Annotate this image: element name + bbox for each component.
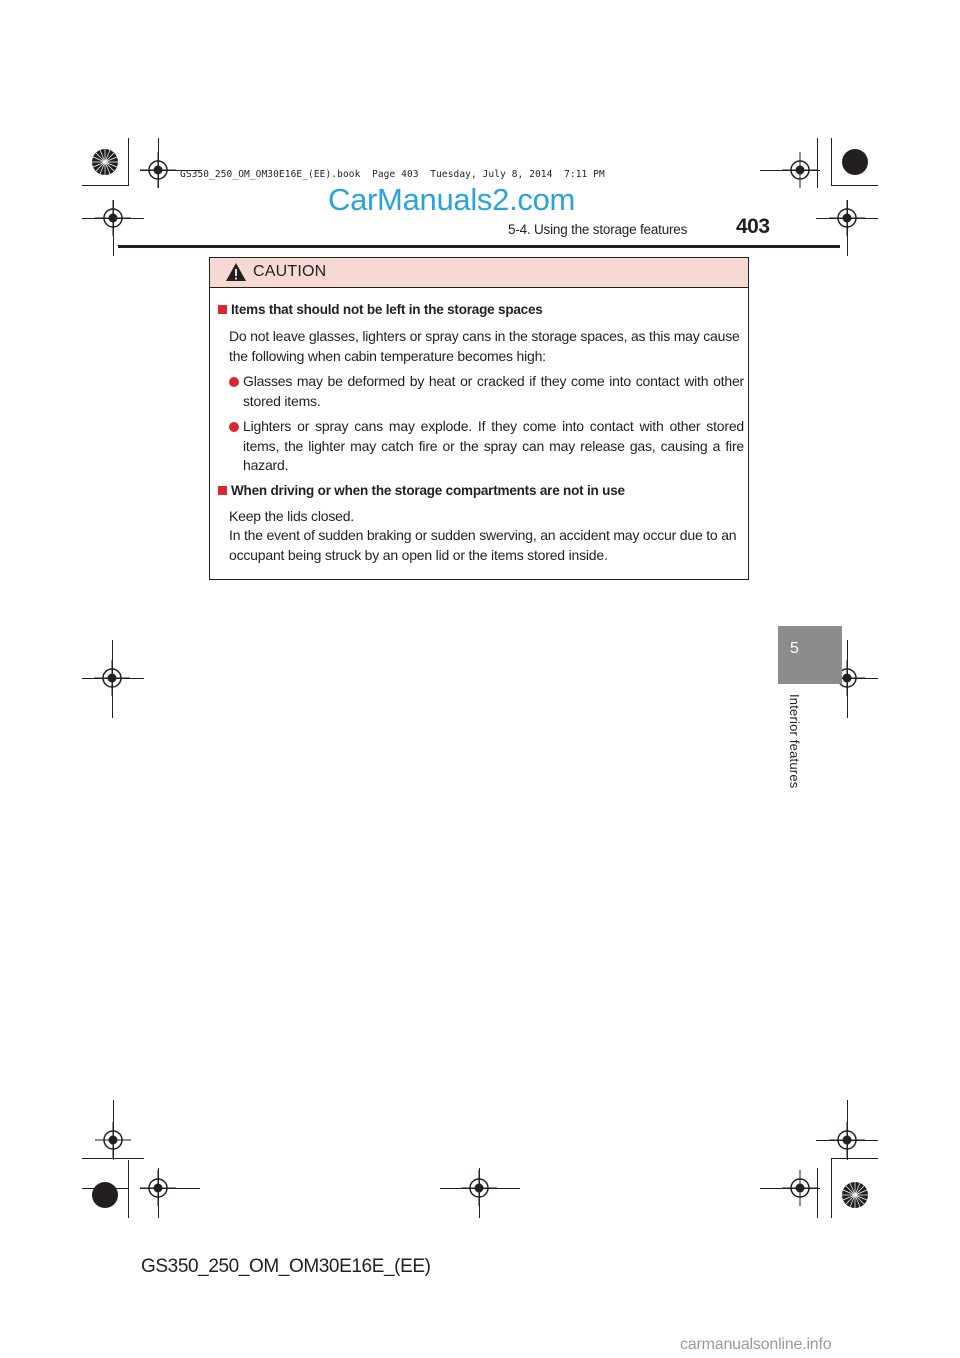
- solid-dot-mark-icon: [90, 1180, 120, 1210]
- header-rule: [118, 245, 840, 248]
- registration-mark-icon: [140, 152, 176, 188]
- red-square-icon: [218, 305, 227, 314]
- registration-mark-icon: [95, 1122, 131, 1158]
- warning-triangle-icon: [225, 262, 247, 282]
- section-title: 5-4. Using the storage features: [508, 222, 688, 237]
- registration-mark-icon: [782, 1170, 818, 1206]
- caution-line: Keep the lids closed.: [229, 508, 354, 524]
- starburst-mark-icon: [90, 147, 120, 177]
- bullet-text: Lighters or spray cans may explode. If they come into contact with other stored items, the lighter may catch fire or the spray can may release gas, causing a fire hazard.: [243, 418, 744, 473]
- crop-line: [831, 1158, 832, 1218]
- registration-mark-icon: [461, 1170, 497, 1206]
- red-square-icon: [218, 486, 227, 495]
- red-bullet-icon: [229, 422, 239, 432]
- registration-mark-icon: [94, 660, 130, 696]
- registration-mark-icon: [829, 200, 865, 236]
- bullet-text: Glasses may be deformed by heat or cracked if they come into contact with other stored items.: [243, 373, 744, 409]
- registration-mark-icon: [782, 152, 818, 188]
- bullet-item: [229, 372, 744, 411]
- chapter-number: 5: [790, 640, 799, 657]
- caution-heading-driving: [218, 483, 625, 498]
- crop-line: [832, 185, 878, 186]
- crop-line: [831, 138, 832, 186]
- crop-line: [128, 1160, 129, 1218]
- page-number: 403: [736, 215, 770, 238]
- caution-box: [209, 257, 749, 580]
- chapter-title: Interior features: [787, 694, 802, 789]
- caution-intro-paragraph: Do not leave glasses, lighters or spray cans in the storage spaces, as this may cause the following when cabin temperature becomes high:: [229, 328, 740, 364]
- solid-dot-mark-icon: [840, 147, 870, 177]
- red-bullet-icon: [229, 377, 239, 387]
- registration-mark-icon: [140, 1170, 176, 1206]
- crop-line: [82, 185, 128, 186]
- print-file-stamp: GS350_250_OM_OM30E16E_(EE).book Page 403 Tuesday, July 8, 2014 7:11 PM: [180, 169, 605, 180]
- chapter-title-vertical: [784, 694, 802, 814]
- registration-mark-icon: [95, 200, 131, 236]
- caution-label: CAUTION: [253, 263, 327, 280]
- watermark-top: CarManuals2.com: [328, 182, 576, 217]
- caution-heading-storage-items: [218, 302, 543, 317]
- chapter-tab: [778, 626, 842, 684]
- crop-line: [832, 1158, 878, 1159]
- bullet-item: [229, 417, 744, 476]
- registration-mark-icon: [829, 1122, 865, 1158]
- starburst-mark-icon: [840, 1180, 870, 1210]
- caution-header: [210, 258, 748, 288]
- footer-manual-code: GS350_250_OM_OM30E16E_(EE): [141, 1256, 431, 1277]
- heading-text: Items that should not be left in the storage spaces: [231, 302, 543, 317]
- caution-line: In the event of sudden braking or sudden swerving, an accident may occur due to an occupant being struck by an open lid or the items stored inside.: [229, 527, 737, 563]
- heading-text: When driving or when the storage compartments are not in use: [231, 483, 625, 498]
- watermark-bottom: carmanualsonline.info: [680, 1336, 832, 1353]
- crop-line: [128, 138, 129, 186]
